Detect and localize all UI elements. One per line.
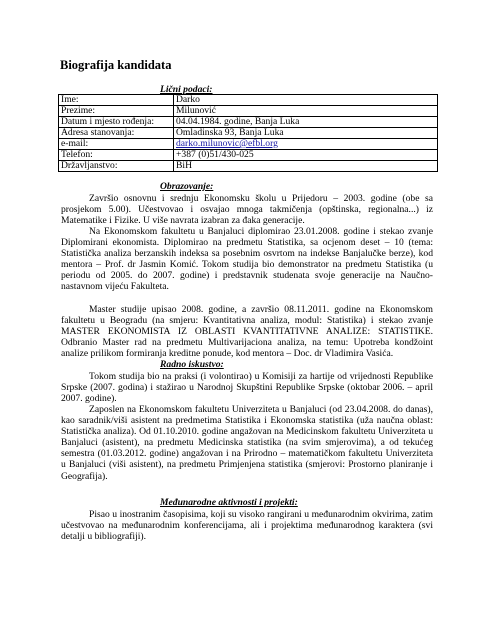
info-value: Omladinska 93, Banja Luka	[174, 128, 438, 139]
info-label: Telefon:	[59, 150, 174, 161]
education-paragraph-1: Završio osnovnu i srednju Ekonomsku školu u Prijedoru – 2003. godine (obe sa prosjekom 5.00). Učestvovao i osvajao mnoga takmičenja (opštinska, regionalna...) iz Matematike i Fizike. U više navrata izabran za đaka generacije.	[61, 193, 433, 227]
section-heading-international: Međunarodne aktivnosti i projekti:	[160, 497, 298, 508]
info-row	[59, 161, 438, 172]
info-value: Milunović	[174, 106, 438, 117]
info-row	[59, 139, 438, 150]
info-value	[174, 139, 438, 150]
info-label: e-mail:	[59, 139, 174, 150]
info-label: Ime:	[59, 95, 174, 106]
work-paragraph-1: Tokom studija bio na praksi (i volontirao) u Komisiji za hartije od vrijednosti Republike Srpske (2007. godina) i stažirao u Narodnoj Skupštini Republike Srpske (oktobar 2006. – april 2007. godine).	[61, 371, 433, 405]
section-heading-education: Obrazovanje:	[160, 181, 214, 192]
info-label: Datum i mjesto rođenja:	[59, 117, 174, 128]
info-row	[59, 128, 438, 139]
info-value: +387 (0)51/430-025	[174, 150, 438, 161]
info-row	[59, 106, 438, 117]
email-link[interactable]: darko.milunovic@efbl.org	[176, 138, 278, 149]
info-value: 04.04.1984. godine, Banja Luka	[174, 117, 438, 128]
info-value: Darko	[174, 95, 438, 106]
info-row	[59, 95, 438, 106]
section-heading-work: Radno iskustvo:	[160, 359, 224, 370]
info-label: Prezime:	[59, 106, 174, 117]
page-title: Biografija kandidata	[60, 58, 172, 72]
international-paragraph-1: Pisao u inostranim časopisima, koji su visoko rangirani u međunarodnim okvirima, zatim učestvovao na međunarodnim konferencijama, ali i projektima međunarodnog karaktera (svi detalji u bibliografiji).	[61, 509, 433, 543]
info-value: BiH	[174, 161, 438, 172]
work-paragraph-2: Zaposlen na Ekonomskom fakultetu Univerziteta u Banjaluci (od 23.04.2008. do danas), kao saradnik/viši asistent na predmetima Statistika i Ekonomska statistika (uža naučna oblast: Statistička analiza). Od 01.10.2010. godine angažovan na Medicinskom fakultetu Univerziteta u Banjaluci (asistent), na predmetu Medicinska statistika (na svim smjerovima), a od tekućeg semestra (01.03.2012. godine) angažovan i na Prirodno – matematičkom fakultetu Univerziteta u Banjaluci (viši asistent), na predmetu Primjenjena statistika (smjerovi: Prostorno planiranje i Geografija).	[61, 404, 433, 482]
section-heading-personal: Lični podaci:	[160, 84, 213, 95]
info-label: Državljanstvo:	[59, 161, 174, 172]
education-paragraph-3: Master studije upisao 2008. godine, a završio 08.11.2011. godine na Ekonomskom fakultetu u Beogradu (na smjeru: Kvantitativna analiza, modul: Statistika) i stekao zvanje MASTER EKONOMISTA IZ OBLASTI KVANTITATIVNE ANALIZE: STATISTIKE. Odbranio Master rad na predmetu Multivarijaciona analiza, na temu: Upotreba kondžoint analize prilikom formiranja kreditne ponude, kod mentora – Doc. dr Vladimira Vasića.	[61, 304, 433, 360]
personal-info-table	[58, 94, 438, 172]
info-row	[59, 117, 438, 128]
info-row	[59, 150, 438, 161]
education-paragraph-2: Na Ekonomskom fakultetu u Banjaluci diplomirao 23.01.2008. godine i stekao zvanje Diplomirani ekonomista. Diplomirao na predmetu Statistika, sa ocjenom deset – 10 (tema: Statistička analiza berzanskih indeksa sa posebnim osvrtom na indekse Banjalučke berze), kod mentora – Prof. dr Jasmin Komić. Tokom studija bio demonstrator na predmetu Statistika (u periodu od 2005. do 2007. godine) i predstavnik studenata svoje generacije na Naučno-nastavnom vijeću Fakulteta.	[61, 226, 433, 293]
info-label: Adresa stanovanja:	[59, 128, 174, 139]
